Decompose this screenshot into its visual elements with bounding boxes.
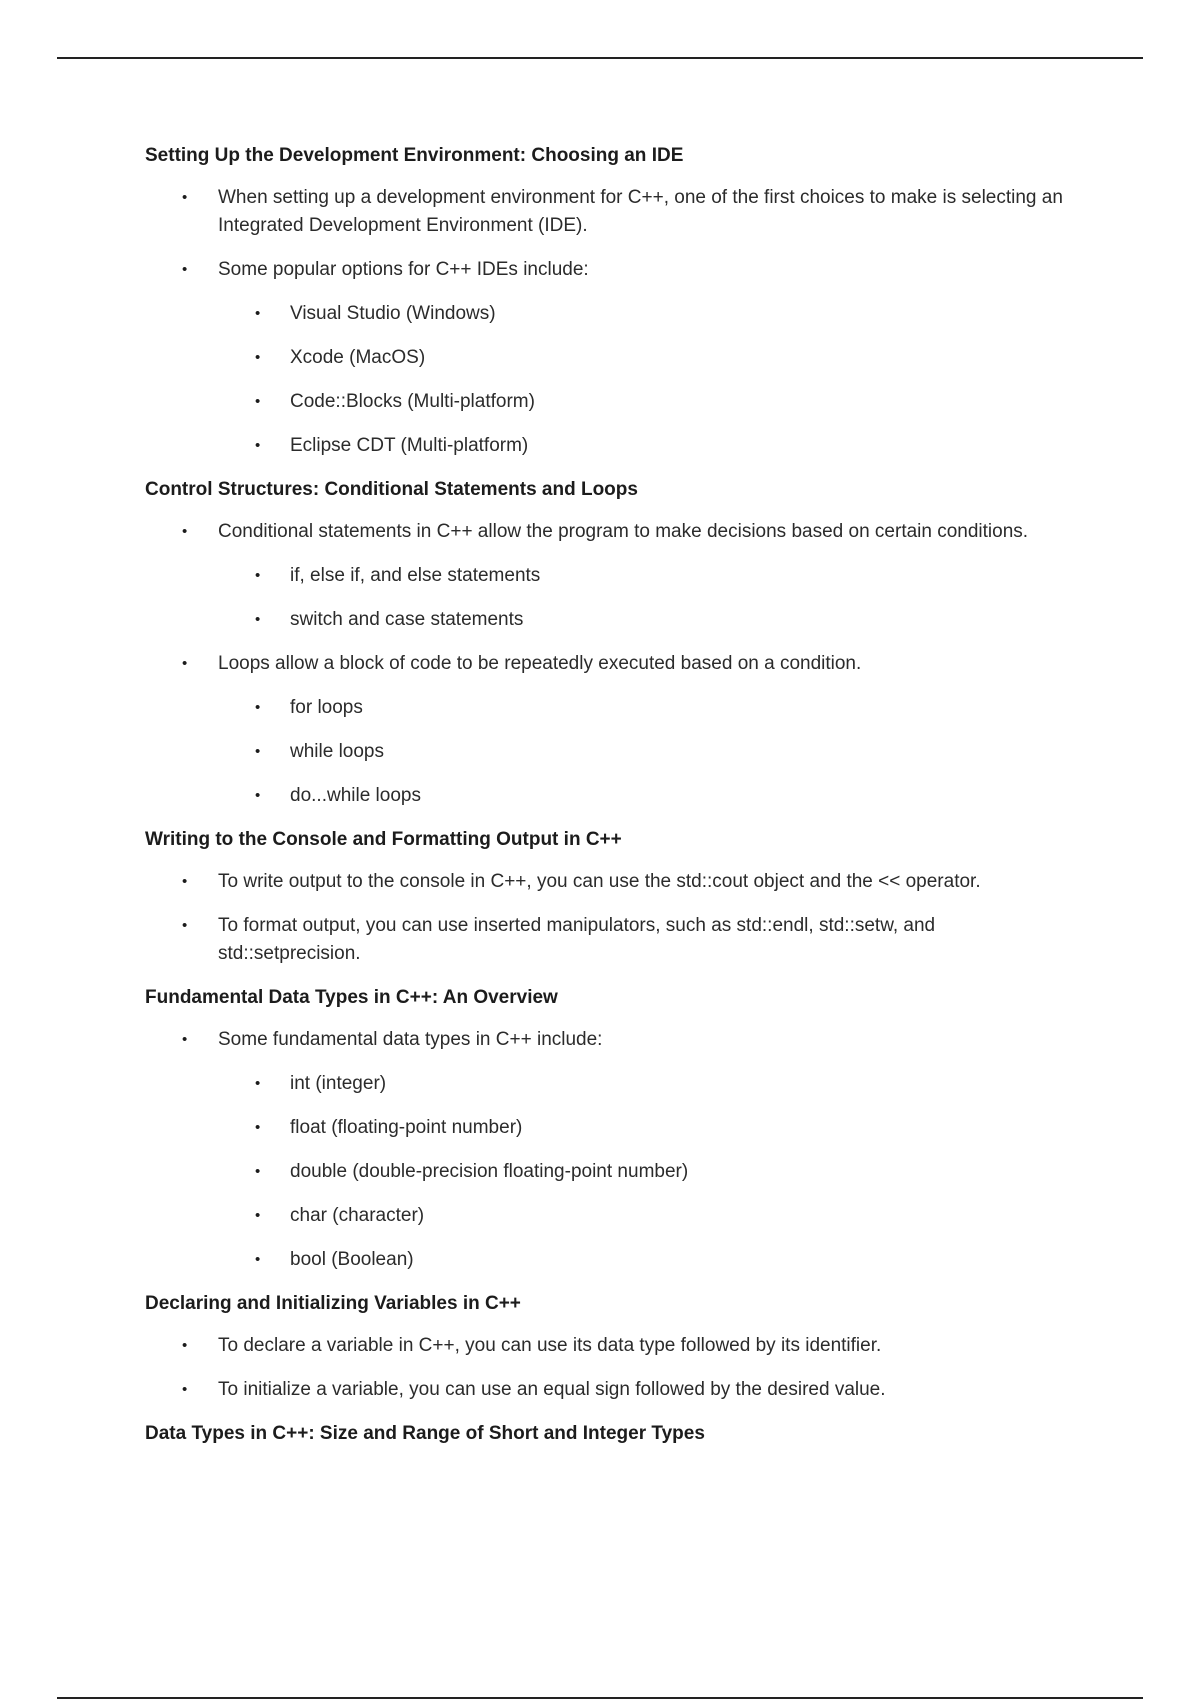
bullet-icon: • [255, 1119, 261, 1136]
bullet-text: Some fundamental data types in C++ include: [218, 1029, 603, 1050]
bullet-item [145, 518, 1065, 546]
bullet-text: When setting up a development environment for C++, one of the first choices to make is selecting an Integrated Development Environment (IDE). [218, 187, 1063, 236]
bullet-text: Some popular options for C++ IDEs include: [218, 259, 589, 280]
sub-bullet-item [145, 344, 1065, 372]
bullet-text: Visual Studio (Windows) [290, 303, 496, 324]
bullet-text: for loops [290, 697, 363, 718]
sub-bullet-item [145, 694, 1065, 722]
bullet-icon: • [182, 655, 188, 672]
bullet-text: To write output to the console in C++, you can use the std::cout object and the << operator. [218, 871, 981, 892]
bullet-icon: • [182, 1381, 188, 1398]
bullet-text: To format output, you can use inserted manipulators, such as std::endl, std::setw, and std::setprecision. [218, 915, 936, 964]
bullet-icon: • [255, 787, 261, 804]
sub-bullet-item [145, 1070, 1065, 1098]
bullet-text: Eclipse CDT (Multi-platform) [290, 435, 529, 456]
bullet-text: while loops [290, 741, 384, 762]
bullet-icon: • [255, 1207, 261, 1224]
section-heading: Fundamental Data Types in C++: An Overview [145, 987, 558, 1008]
bullet-icon: • [255, 1163, 261, 1180]
footer-rule [57, 1697, 1143, 1699]
bullet-icon: • [182, 873, 188, 890]
bullet-icon: • [255, 305, 261, 322]
sub-bullet-item [145, 1246, 1065, 1274]
bullet-icon: • [255, 1075, 261, 1092]
bullet-icon: • [182, 261, 188, 278]
section-heading: Setting Up the Development Environment: Choosing an IDE [145, 145, 684, 166]
bullet-text: Code::Blocks (Multi-platform) [290, 391, 535, 412]
bullet-text: Xcode (MacOS) [290, 347, 426, 368]
bullet-text: Conditional statements in C++ allow the program to make decisions based on certain conditions. [218, 521, 1029, 542]
sub-bullet-item [145, 1158, 1065, 1186]
bullet-item [145, 868, 1065, 896]
sub-bullet-item [145, 1202, 1065, 1230]
bullet-text: To initialize a variable, you can use an equal sign followed by the desired value. [218, 1379, 886, 1400]
section-heading: Declaring and Initializing Variables in C++ [145, 1293, 521, 1314]
bullet-icon: • [255, 611, 261, 628]
bullet-item [145, 1376, 1065, 1404]
sub-bullet-item [145, 388, 1065, 416]
bullet-text: do...while loops [290, 785, 421, 806]
bullet-icon: • [182, 189, 188, 206]
sub-bullet-item [145, 432, 1065, 460]
bullet-text: To declare a variable in C++, you can use its data type followed by its identifier. [218, 1335, 882, 1356]
sub-bullet-item [145, 562, 1065, 590]
bullet-text: float (floating-point number) [290, 1117, 523, 1138]
bullet-item [145, 256, 1065, 284]
bullet-item [145, 912, 1065, 968]
bullet-icon: • [255, 437, 261, 454]
sub-bullet-item [145, 782, 1065, 810]
bullet-icon: • [255, 393, 261, 410]
section-heading: Data Types in C++: Size and Range of Short and Integer Types [145, 1423, 705, 1444]
sub-bullet-item [145, 606, 1065, 634]
bullet-item [145, 1332, 1065, 1360]
document-body [145, 142, 1065, 1462]
bullet-icon: • [182, 917, 188, 934]
bullet-item [145, 650, 1065, 678]
sub-bullet-item [145, 738, 1065, 766]
bullet-item [145, 1026, 1065, 1054]
bullet-icon: • [255, 567, 261, 584]
bullet-text: switch and case statements [290, 609, 524, 630]
section-heading: Control Structures: Conditional Statements and Loops [145, 479, 638, 500]
bullet-text: double (double-precision floating-point number) [290, 1161, 689, 1182]
bullet-text: bool (Boolean) [290, 1249, 414, 1270]
bullet-icon: • [255, 349, 261, 366]
header-rule [57, 57, 1143, 59]
bullet-icon: • [182, 1031, 188, 1048]
bullet-text: char (character) [290, 1205, 425, 1226]
bullet-icon: • [182, 1337, 188, 1354]
section-heading: Writing to the Console and Formatting Output in C++ [145, 829, 622, 850]
bullet-text: int (integer) [290, 1073, 387, 1094]
sub-bullet-item [145, 1114, 1065, 1142]
sub-bullet-item [145, 300, 1065, 328]
bullet-icon: • [182, 523, 188, 540]
bullet-text: if, else if, and else statements [290, 565, 541, 586]
bullet-text: Loops allow a block of code to be repeatedly executed based on a condition. [218, 653, 862, 674]
bullet-icon: • [255, 699, 261, 716]
bullet-item [145, 184, 1065, 240]
bullet-icon: • [255, 1251, 261, 1268]
bullet-icon: • [255, 743, 261, 760]
